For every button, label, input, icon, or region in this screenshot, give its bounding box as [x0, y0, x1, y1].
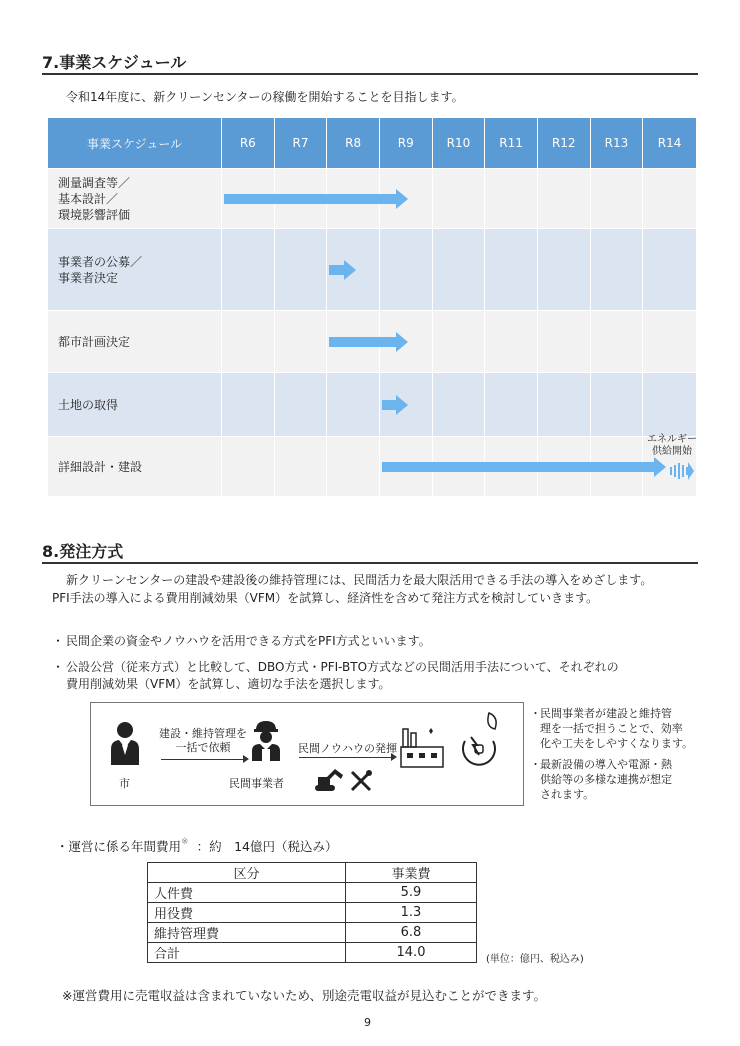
milestone-line: エネルギー [647, 434, 697, 445]
request-label [151, 727, 255, 755]
arrow-shaft [382, 462, 654, 472]
schedule-cell [643, 229, 696, 310]
schedule-cell [380, 229, 433, 310]
city-label: 市 [119, 777, 130, 790]
schedule-row-label [48, 437, 222, 496]
schedule-row [48, 228, 696, 310]
table-row [148, 923, 477, 943]
request-line: 一括で依頼 [175, 741, 231, 754]
schedule-cell [485, 229, 538, 310]
knowhow-label: 民間ノウハウの発揮 [298, 742, 397, 755]
note2 [530, 757, 693, 802]
note-line: されます。 [540, 788, 595, 801]
request-arrow [161, 759, 247, 760]
table-row [148, 883, 477, 903]
request-arrow-head [243, 755, 249, 763]
schedule-label-line: 土地の取得 [58, 397, 119, 412]
bullet-dot: ・ [52, 660, 65, 674]
year-header: R9 [380, 118, 433, 168]
year-header: R11 [485, 118, 538, 168]
cost-item: 維持管理費 [148, 923, 346, 943]
footnote: ※運営費用に売電収益は含まれていないため、別途売電収益が見込むことができます。 [62, 988, 546, 1003]
knowhow-arrow [299, 757, 395, 758]
schedule-label-line: 基本設計／ [58, 191, 119, 206]
cost-item: 合計 [148, 943, 346, 963]
schedule-cell [275, 311, 328, 372]
schedule-cell [275, 373, 328, 436]
milestone-line: 供給開始 [652, 446, 692, 457]
section7-intro: 令和14年度に、新クリーンセンターの稼働を開始することを目指します。 [66, 90, 464, 104]
bullet2-line1: 公設公営（従来方式）と比較して、DBO方式・PFI-BTO方式などの民間活用手法について、それぞれの [66, 660, 619, 674]
bullet1-text: 民間企業の資金やノウハウを活用できる方式をPFI方式といいます。 [66, 634, 431, 648]
knowhow-arrow-head [391, 753, 397, 761]
schedule-label-line: 環境影響評価 [58, 207, 131, 222]
factory-icon [399, 725, 445, 769]
table-row [148, 903, 477, 923]
schedule-row [48, 168, 696, 228]
schedule-cell [433, 229, 486, 310]
year-header: R10 [433, 118, 486, 168]
schedule-cell [222, 373, 275, 436]
schedule-label-line: 測量調査等／ [58, 175, 131, 190]
schedule-cell [433, 311, 486, 372]
schedule-cell [327, 373, 380, 436]
cost-value: 1.3 [346, 903, 477, 923]
schedule-arrow [329, 332, 408, 352]
schedule-cell [538, 229, 591, 310]
year-header: R7 [275, 118, 328, 168]
cost-value: 6.8 [346, 923, 477, 943]
note-line: 民間事業者が建設と維持管 [540, 707, 672, 720]
bullet2-line2: 費用削減効果（VFM）を試算し、適切な手法を選択します。 [66, 677, 391, 691]
cost-header-item: 区分 [148, 863, 346, 883]
note-line: 供給等の多様な連携が想定 [540, 773, 672, 786]
year-header: R12 [538, 118, 591, 168]
schedule-row [48, 372, 696, 436]
schedule-row [48, 310, 696, 372]
schedule-cell [222, 229, 275, 310]
schedule-cell [433, 169, 486, 228]
annual-cost-value: ：約 14億円（税込み） [196, 839, 338, 854]
arrow-shaft [329, 265, 343, 275]
cost-unit-note: (単位：億円、税込み) [486, 954, 584, 965]
schedule-arrow [382, 457, 666, 477]
schedule-cell [591, 373, 644, 436]
bullet-dot: ・ [52, 634, 65, 648]
note1 [530, 706, 693, 751]
operator-label: 民間事業者 [229, 777, 284, 790]
section8-para-line1: 新クリーンセンターの建設や建設後の維持管理には、民間活力を最大限活用できる手法の導入をめざします。 [66, 573, 653, 587]
schedule-cell [222, 311, 275, 372]
schedule-cell [643, 373, 696, 436]
schedule-cell [591, 229, 644, 310]
cost-header-value: 事業費 [346, 863, 477, 883]
cost-item: 用役費 [148, 903, 346, 923]
schedule-cell [591, 169, 644, 228]
schedule-label-line: 事業者決定 [58, 270, 119, 285]
note-line: 理を一括で担うことで、効率 [540, 722, 683, 735]
schedule-cell [275, 437, 328, 496]
schedule-row-label [48, 311, 222, 372]
note-bullet: ・ [530, 758, 541, 771]
worker-helmet-icon [251, 719, 281, 761]
schedule-arrow [382, 395, 408, 415]
schedule-header-label: 事業スケジュール [48, 118, 222, 168]
schedule-row-label [48, 229, 222, 310]
cost-item: 人件費 [148, 883, 346, 903]
annual-cost-mark: ※ [181, 837, 189, 847]
annual-cost-label: ・運営に係る年間費用 [56, 839, 182, 854]
pfi-diagram [90, 702, 524, 806]
section8-heading: 8.発注方式 [42, 542, 124, 561]
schedule-arrow [329, 260, 355, 280]
arrow-shaft [224, 194, 396, 204]
schedule-cell [538, 373, 591, 436]
schedule-body [48, 168, 696, 496]
arrow-shaft [382, 400, 396, 410]
schedule-header-row [48, 118, 696, 168]
tools-icon [349, 769, 373, 793]
schedule-row [48, 436, 696, 496]
annual-cost-summary [56, 837, 337, 855]
page-number: 9 [364, 1016, 371, 1029]
schedule-label-line: 都市計画決定 [58, 334, 131, 349]
diagram-notes [530, 706, 693, 802]
schedule-cell [327, 437, 380, 496]
arrow-head [396, 332, 408, 352]
year-header: R6 [222, 118, 275, 168]
section8-rule [42, 562, 698, 564]
excavator-icon [313, 767, 347, 793]
cost-value: 5.9 [346, 883, 477, 903]
year-header: R8 [327, 118, 380, 168]
eco-energy-icon [453, 711, 503, 775]
schedule-cell [538, 169, 591, 228]
schedule-cell [222, 437, 275, 496]
note-line: 最新設備の導入や電源・熱 [540, 758, 672, 771]
schedule-table [48, 118, 696, 496]
section8-para-line2: PFI手法の導入による費用削減効果（VFM）を試算し、経済性を含めて発注方式を検討していきます。 [52, 591, 599, 605]
arrow-shaft [329, 337, 396, 347]
schedule-cell [485, 311, 538, 372]
city-official-icon [109, 721, 141, 765]
schedule-cell [591, 311, 644, 372]
note-bullet: ・ [530, 707, 541, 720]
schedule-cell [275, 229, 328, 310]
request-line: 建設・維持管理を [159, 727, 247, 740]
note1-text [540, 706, 693, 751]
schedule-cell [643, 169, 696, 228]
schedule-cell [538, 311, 591, 372]
section7-heading: 7.事業スケジュール [42, 53, 187, 72]
arrow-head [344, 260, 356, 280]
cost-value: 14.0 [346, 943, 477, 963]
note-line: 化や工夫をしやすくなります。 [540, 737, 694, 750]
schedule-cell [433, 373, 486, 436]
schedule-cell [485, 169, 538, 228]
note2-text [540, 757, 672, 802]
year-header: R14 [643, 118, 696, 168]
schedule-cell [643, 311, 696, 372]
schedule-arrow [224, 189, 408, 209]
schedule-row-label [48, 169, 222, 228]
cost-table [147, 862, 477, 963]
schedule-label-line: 事業者の公募／ [58, 254, 143, 269]
year-header: R13 [591, 118, 644, 168]
schedule-row-label [48, 373, 222, 436]
schedule-label-line: 詳細設計・建設 [58, 459, 143, 474]
section7-rule [42, 73, 698, 75]
table-row [148, 943, 477, 963]
energy-wave-icon [668, 460, 694, 482]
milestone-label [646, 434, 698, 458]
cost-header-row [148, 863, 477, 883]
arrow-head [396, 189, 408, 209]
arrow-head [396, 395, 408, 415]
schedule-cell [485, 373, 538, 436]
arrow-head [654, 457, 666, 477]
